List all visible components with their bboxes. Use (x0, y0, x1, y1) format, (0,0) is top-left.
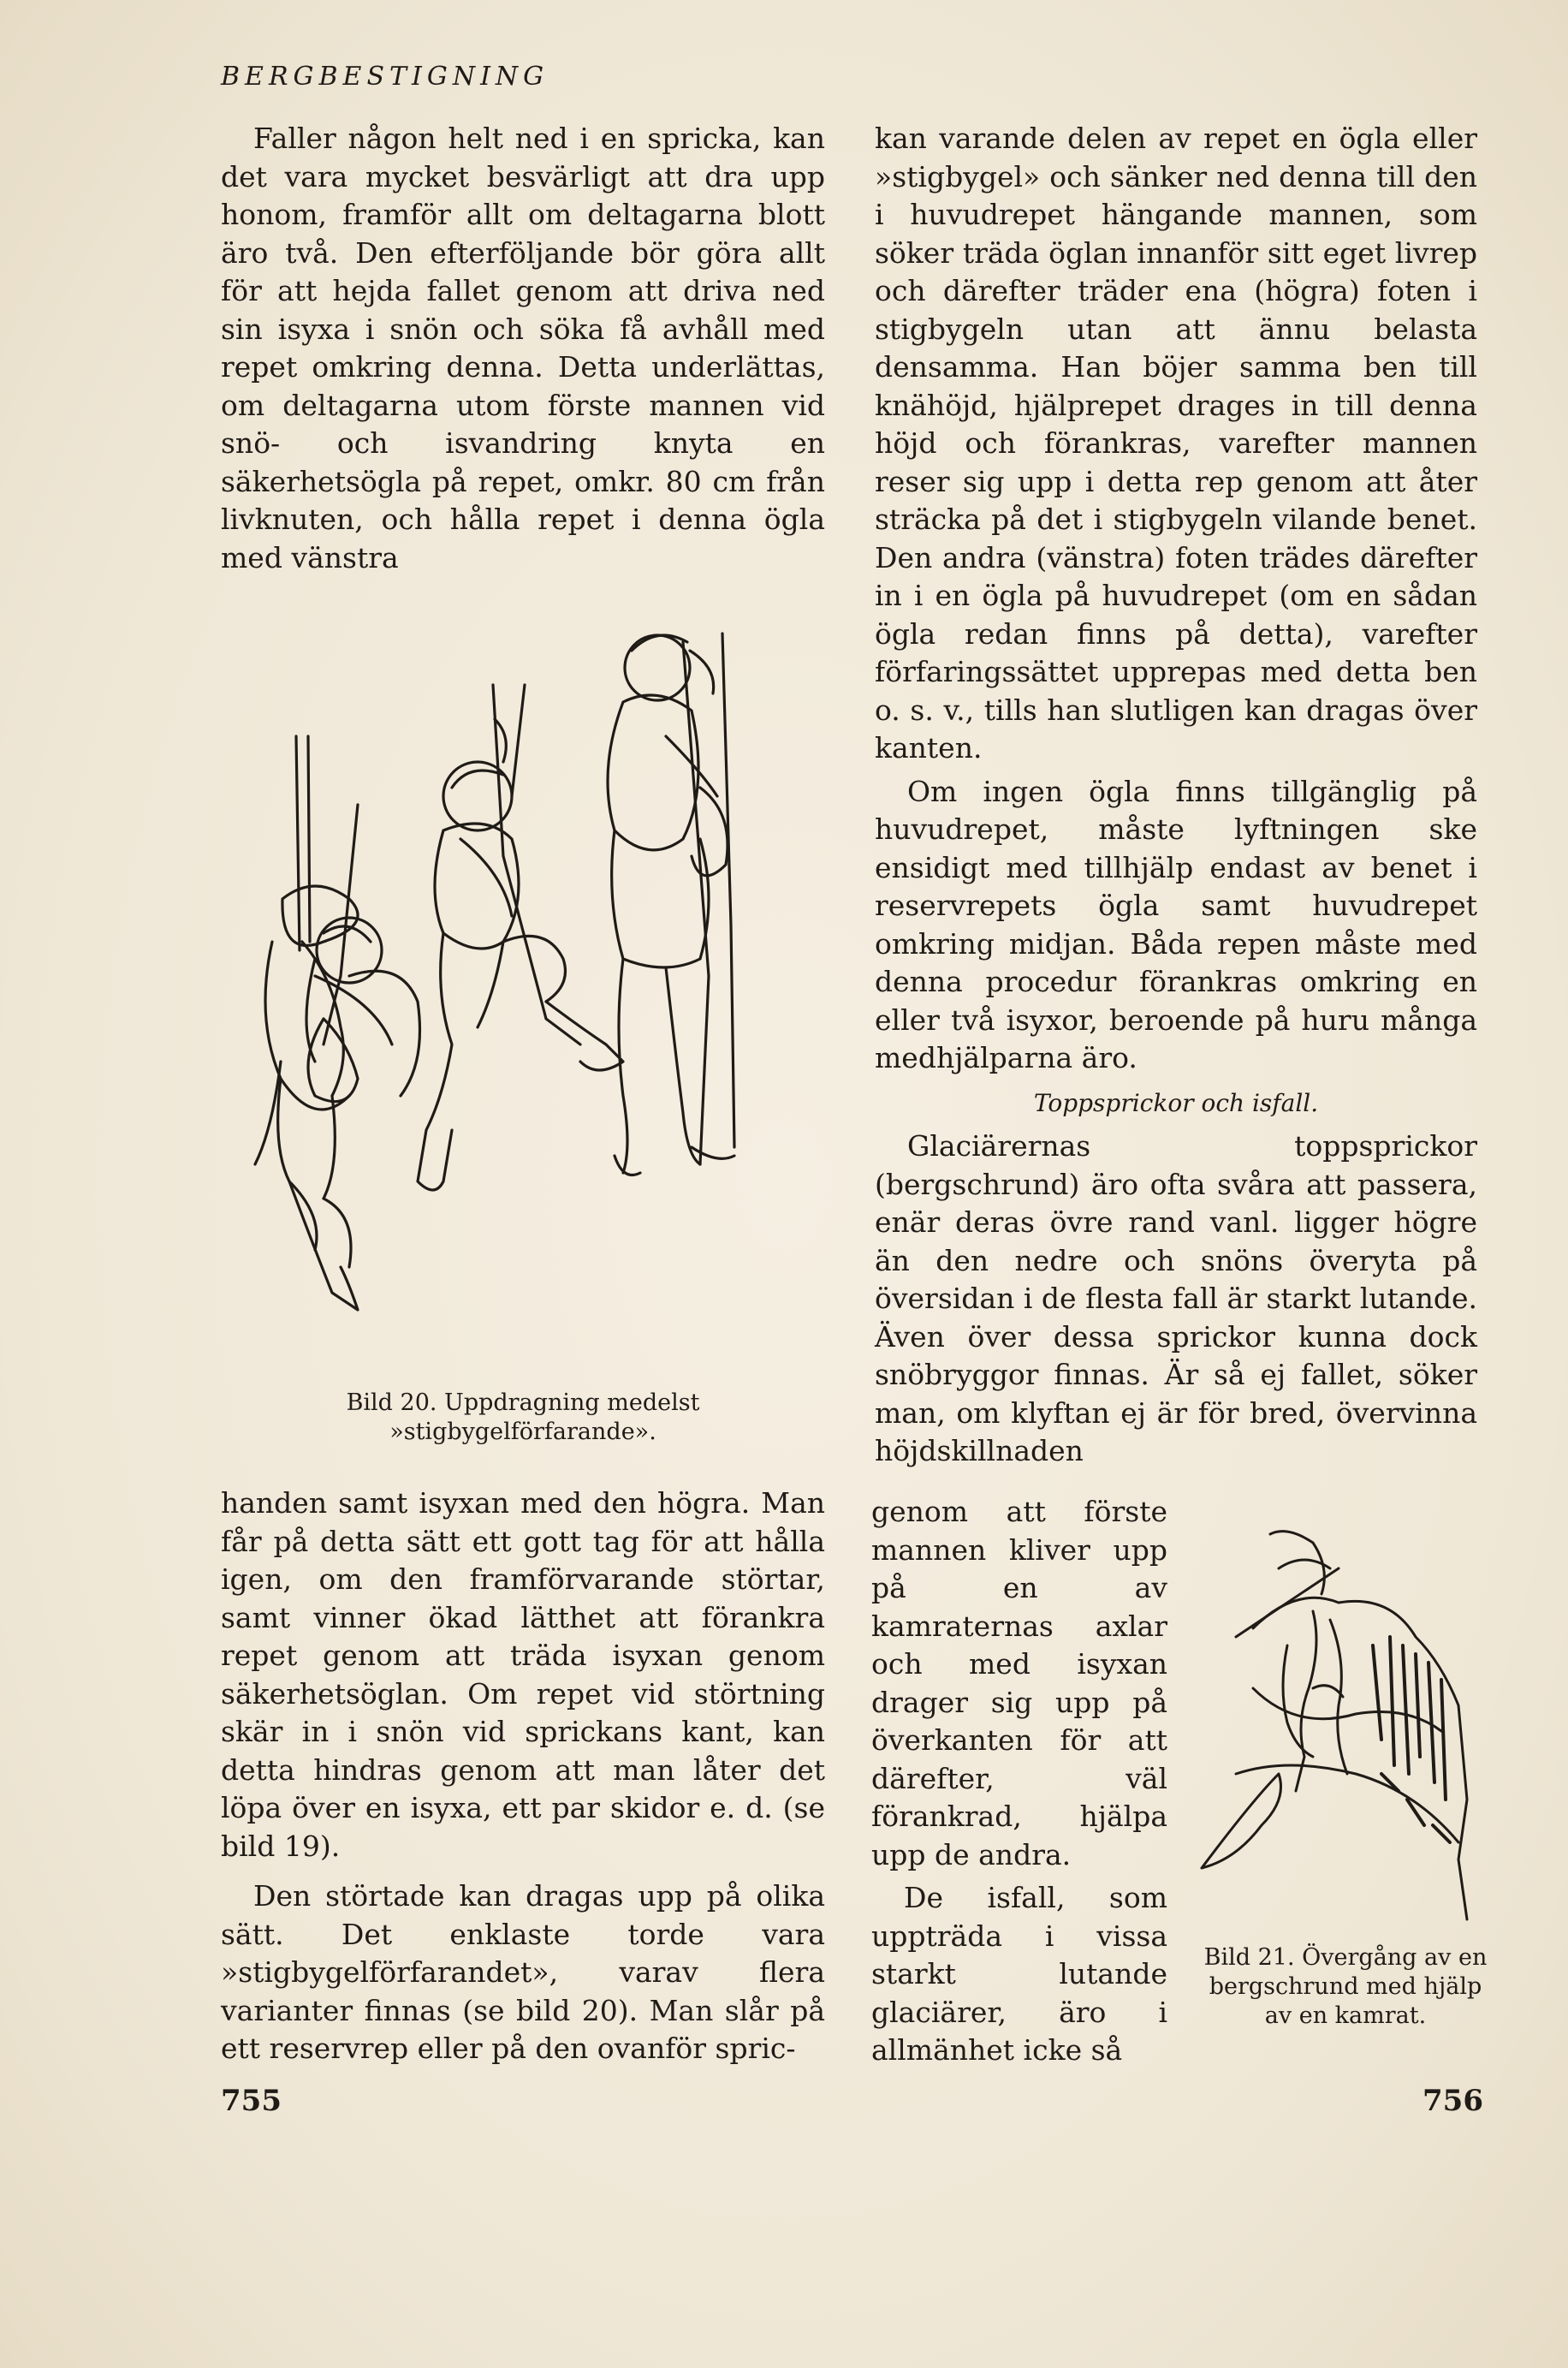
paragraph: genom att förste mannen kliver upp på en av kamraternas axlar och med isyxan drager sig upp på överkanten för att därefter, väl förankrad, hjälpa upp de andra. (871, 1495, 1167, 1871)
right-column-top (875, 120, 1477, 1471)
paragraph: Den störtade kan dragas upp på olika sätt. Det enklaste torde vara »stigbygelförfarandet», varav flera varianter finnas (se bild 20). Man slår på ett reservrep eller på den ovanför spric- (221, 1879, 825, 2065)
climber-right-drawing (608, 634, 734, 1175)
figure-21-illustration (1185, 1517, 1482, 1928)
figure-20-caption: Bild 20. Uppdragning medelst »stigbygelförfarande». (346, 1389, 700, 1445)
paragraph: Glaciärernas toppsprickor (bergschrund) äro ofta svåra att passera, enär deras övre rand vanl. ligger högre än den nedre och snöns överyta på översidan i de flesta fall är starkt lutande. Även över dessa sprickor kunna dock snöbryggor finnas. Är så ej fallet, söker man, om klyftan ej är för bred, övervinna höjdskillnaden (875, 1129, 1477, 1467)
left-column-top (221, 120, 825, 577)
figure-20-illustration (221, 616, 825, 1370)
paragraph: kan varande delen av repet en ögla eller »stigbygel» och sänker ned denna till den i huvudrepet hängande mannen, som söker träda öglan innanför sitt eget livrep och därefter träder ena (högra) foten i stigbygeln utan att ännu belasta densamma. Han böjer samma ben till knähöjd, hjälprepet drages in till denna höjd och förankras, varefter mannen reser sig upp i detta rep genom att åter sträcka på det i stigbygeln vilande benet. Den andra (vänstra) foten trädes därefter in i en ögla på huvudrepet (om en sådan ögla redan finns på detta), varefter förfaringssättet upprepas med detta ben o. s. v., tills han slutligen kan dragas över kanten. (875, 122, 1477, 765)
page-number-left: 755 (221, 2084, 282, 2118)
right-column-narrow (871, 1493, 1167, 2070)
climber-middle-drawing (418, 685, 623, 1190)
section-subheading: Toppsprickor och isfall. (1033, 1088, 1319, 1117)
paragraph: Faller någon helt ned i en spricka, kan det vara mycket besvärligt att dra upp honom, framför allt om deltagarna blott äro två. Den efterföljande bör göra allt för att hejda fallet genom att driva ned sin isyxa i snön och söka få avhåll med repet omkring denna. Detta underlättas, om deltagarna utom förste mannen vid snö- och isvandring knyta en säkerhetsögla på repet, omkr. 80 cm från livknuten, och hålla repet i denna ögla med vänstra (221, 122, 825, 574)
climber-left-drawing (255, 736, 420, 1310)
paragraph: handen samt isyxan med den högra. Man får på detta sätt ett gott tag för att hålla igen, om den framförvarande störtar, samt vinner ökad lätthet att förankra repet genom att träda isyxan genom säkerhetsöglan. Om repet vid störtning skär in i snön vid sprickans kant, kan detta hindras genom att man låter det löpa över en isyxa, ett par skidor e. d. (se bild 19). (221, 1486, 825, 1863)
left-column-bottom (221, 1484, 825, 2068)
page-number-right: 756 (1422, 2084, 1483, 2118)
figure-21-caption: Bild 21. Övergång av en bergschrund med hjälp av en kamrat. (1203, 1944, 1488, 2029)
paragraph: De isfall, som uppträda i vissa starkt lutande glaciärer, äro i allmänhet icke så (871, 1881, 1167, 2067)
paragraph: Om ingen ögla finns tillgänglig på huvudrepet, måste lyftningen ske ensidigt med tillhjälp endast av benet i reservrepets ögla samt huvudrepet omkring midjan. Båda repen måste med denna procedur förankras omkring en eller två isyxor, beroende på huru många medhjälparna äro. (875, 774, 1477, 1074)
running-head: BERGBESTIGNING (221, 62, 549, 92)
